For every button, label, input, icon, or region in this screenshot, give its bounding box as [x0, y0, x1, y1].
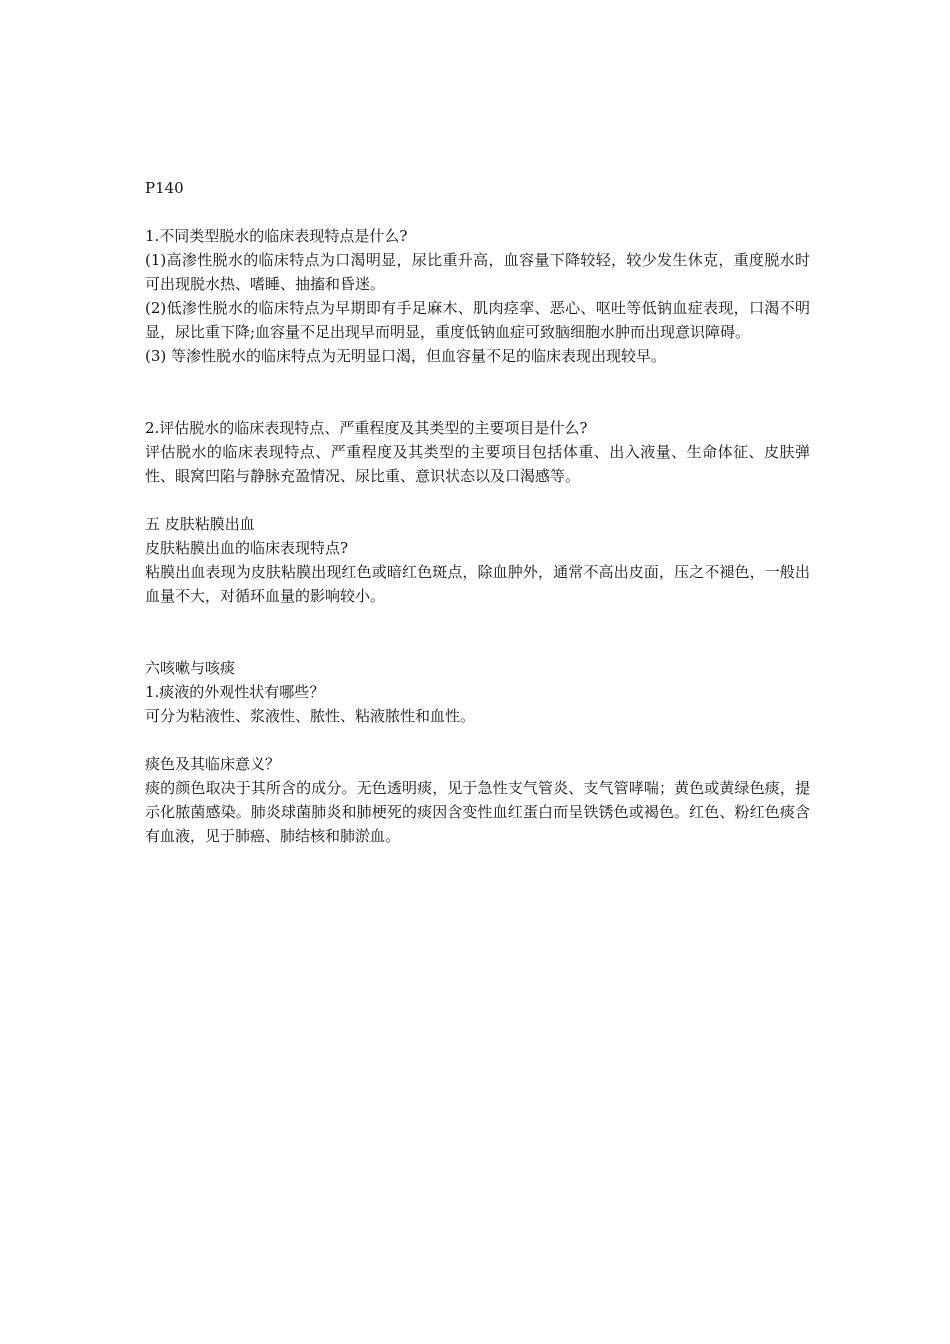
section-6-answer-2: 痰的颜色取决于其所含的成分。无色透明痰，见于急性支气管炎、支气管哮喘；黄色或黄绿色痰，提示化脓菌感染。肺炎球菌肺炎和肺梗死的痰因含变性血红蛋白而呈铁锈色或褐色。红色、粉红色痰含有血液，见于肺癌、肺结核和肺淤血。: [145, 779, 810, 845]
spacer: [145, 200, 810, 224]
section-5-question: 皮肤粘膜出血的临床表现特点?: [145, 539, 349, 557]
spacer: [145, 368, 810, 416]
section-6-heading: 六咳嗽与咳痰: [145, 659, 236, 677]
section-5-heading: 五 皮肤粘膜出血: [145, 515, 255, 533]
section-6-question-2: 痰色及其临床意义？: [145, 755, 281, 773]
dehydration-question-2: 2.评估脱水的临床表现特点、严重程度及其类型的主要项目是什么?: [145, 419, 588, 437]
page-label: P140: [145, 179, 184, 197]
spacer: [145, 728, 810, 752]
spacer: [145, 608, 810, 656]
dehydration-answer-1-2: (2)低渗性脱水的临床特点为早期即有手足麻木、肌肉痉挛、恶心、呕吐等低钠血症表现，口渴不明显，尿比重下降;血容量不足出现早而明显，重度低钠血症可致脑细胞水肿而出现意识障碍。: [145, 299, 810, 341]
spacer: [145, 488, 810, 512]
dehydration-answer-2: 评估脱水的临床表现特点、严重程度及其类型的主要项目包括体重、出入液量、生命体征、皮肤弹性、眼窝凹陷与静脉充盈情况、尿比重、意识状态以及口渴感等。: [145, 443, 810, 485]
document-page: [145, 176, 810, 848]
section-6-answer-1: 可分为粘液性、浆液性、脓性、粘液脓性和血性。: [145, 707, 476, 725]
section-6-question-1: 1.痰液的外观性状有哪些？: [145, 683, 325, 701]
dehydration-question-1: 1.不同类型脱水的临床表现特点是什么?: [145, 227, 408, 245]
dehydration-answer-1-1: (1)高渗性脱水的临床特点为口渴明显，尿比重升高，血容量下降较轻，较少发生休克，重度脱水时可出现脱水热、嗜睡、抽搐和昏迷。: [145, 251, 810, 293]
section-5-answer: 粘膜出血表现为皮肤粘膜出现红色或暗红色斑点，除血肿外，通常不高出皮面，压之不褪色，一般出血量不大，对循环血量的影响较小。: [145, 563, 810, 605]
dehydration-answer-1-3: (3) 等渗性脱水的临床特点为无明显口渴，但血容量不足的临床表现出现较早。: [145, 347, 667, 365]
